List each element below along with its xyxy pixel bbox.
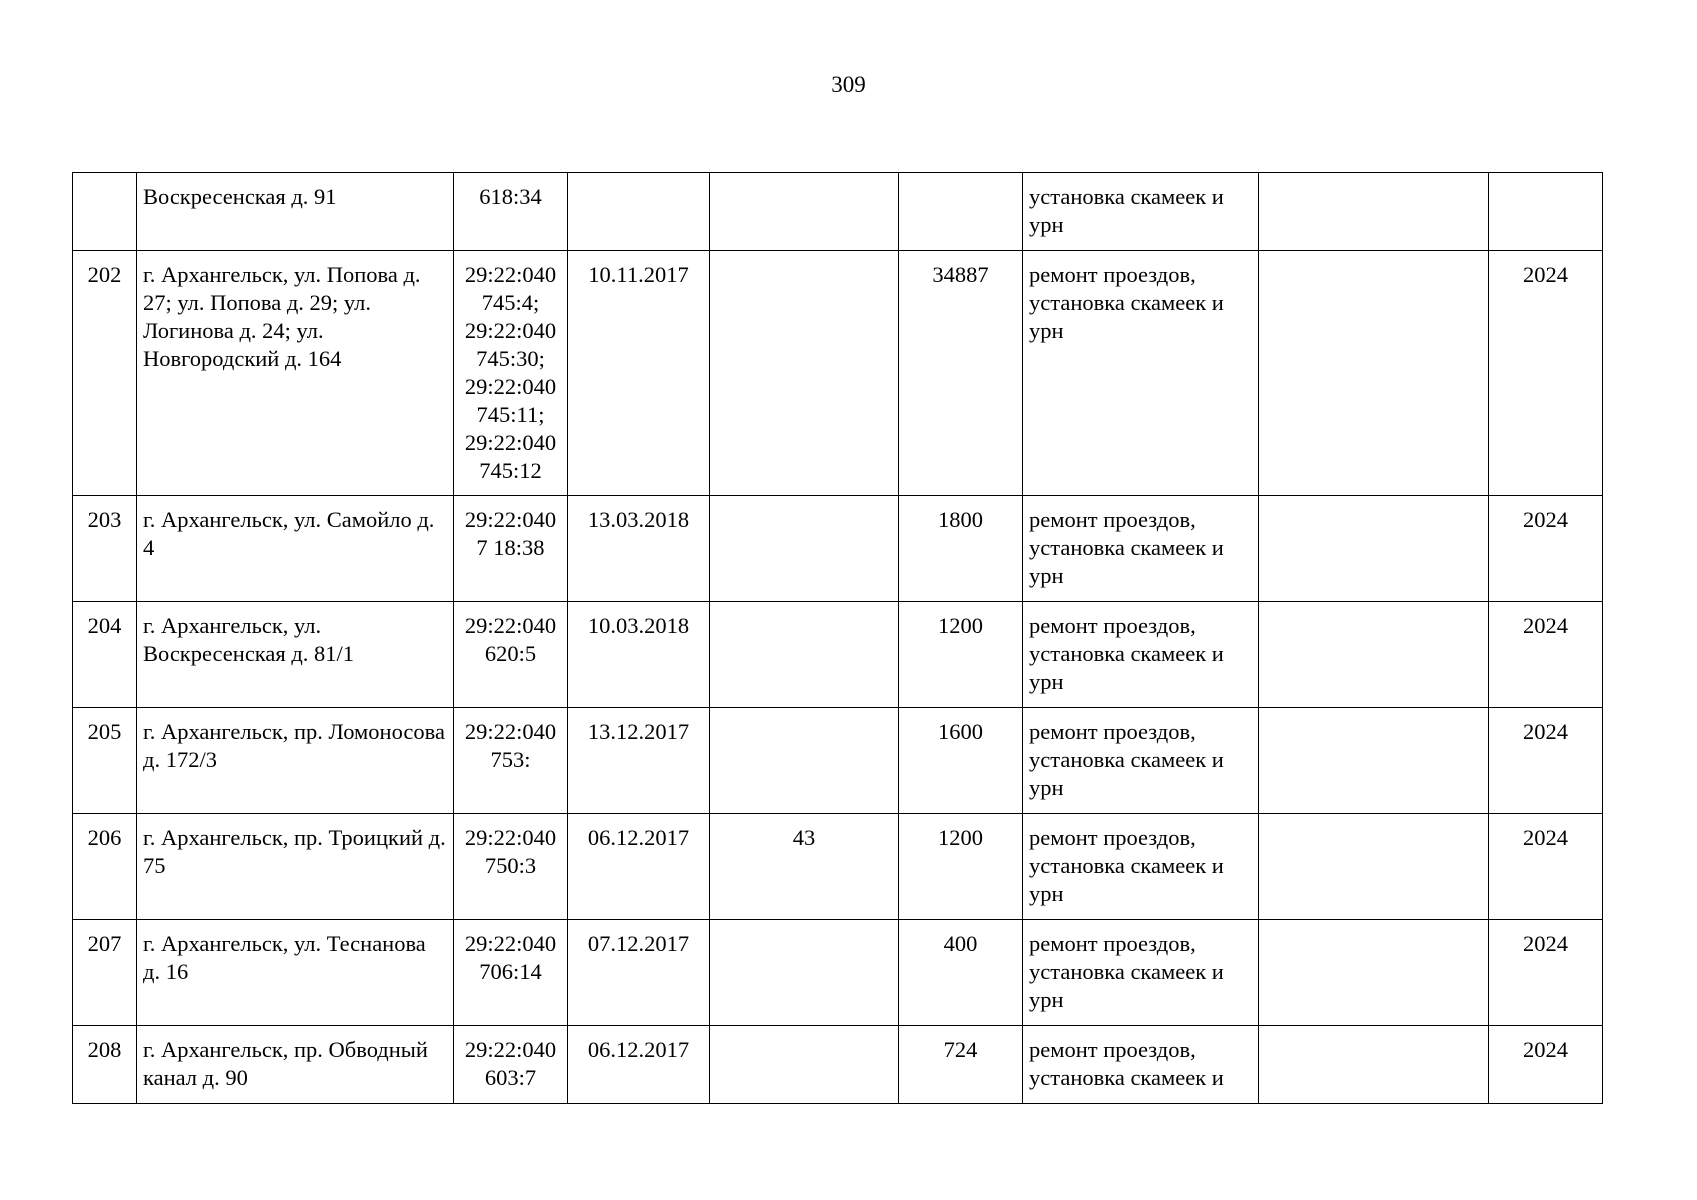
works-cell: ремонт проездов, установка скамеек и урн: [1023, 708, 1259, 814]
value-a-cell: [710, 173, 899, 251]
works-cell: установка скамеек и урн: [1023, 173, 1259, 251]
note-cell: [1259, 602, 1489, 708]
address-cell: Воскресенская д. 91: [137, 173, 454, 251]
note-cell: [1259, 173, 1489, 251]
row-number-cell: 207: [73, 920, 137, 1026]
value-b-cell: 1200: [899, 602, 1023, 708]
cadastral-number-cell: 29:22:040 706:14: [454, 920, 568, 1026]
note-cell: [1259, 496, 1489, 602]
note-cell: [1259, 708, 1489, 814]
address-cell: г. Архангельск, пр. Обводный канал д. 90: [137, 1026, 454, 1104]
table-row: [73, 251, 1603, 496]
year-cell: 2024: [1489, 251, 1603, 496]
table-row: [73, 814, 1603, 920]
table-row: [73, 602, 1603, 708]
address-cell: г. Архангельск, ул. Воскресенская д. 81/1: [137, 602, 454, 708]
table-row: [73, 708, 1603, 814]
cadastral-number-cell: 29:22:040 7 18:38: [454, 496, 568, 602]
year-cell: 2024: [1489, 920, 1603, 1026]
table-row: [73, 496, 1603, 602]
row-number-cell: 203: [73, 496, 137, 602]
address-cell: г. Архангельск, пр. Троицкий д. 75: [137, 814, 454, 920]
year-cell: 2024: [1489, 496, 1603, 602]
value-a-cell: 43: [710, 814, 899, 920]
date-cell: 10.11.2017: [568, 251, 710, 496]
date-cell: 06.12.2017: [568, 814, 710, 920]
row-number-cell: 206: [73, 814, 137, 920]
cadastral-number-cell: 29:22:040 753:: [454, 708, 568, 814]
note-cell: [1259, 251, 1489, 496]
works-cell: ремонт проездов, установка скамеек и урн: [1023, 602, 1259, 708]
row-number-cell: 202: [73, 251, 137, 496]
table-row: [73, 920, 1603, 1026]
date-cell: 07.12.2017: [568, 920, 710, 1026]
table-row: [73, 173, 1603, 251]
value-a-cell: [710, 496, 899, 602]
works-cell: ремонт проездов, установка скамеек и: [1023, 1026, 1259, 1104]
cadastral-number-cell: 29:22:040 620:5: [454, 602, 568, 708]
value-b-cell: 1600: [899, 708, 1023, 814]
value-b-cell: [899, 173, 1023, 251]
works-cell: ремонт проездов, установка скамеек и урн: [1023, 496, 1259, 602]
date-cell: [568, 173, 710, 251]
year-cell: [1489, 173, 1603, 251]
page-number: 309: [831, 72, 866, 97]
year-cell: 2024: [1489, 1026, 1603, 1104]
value-b-cell: 400: [899, 920, 1023, 1026]
date-cell: 13.03.2018: [568, 496, 710, 602]
address-cell: г. Архангельск, ул. Попова д. 27; ул. Попова д. 29; ул. Логинова д. 24; ул. Новгородский д. 164: [137, 251, 454, 496]
table-row: [73, 1026, 1603, 1104]
row-number-cell: 205: [73, 708, 137, 814]
cadastral-number-cell: 618:34: [454, 173, 568, 251]
cadastral-number-cell: 29:22:040 745:4; 29:22:040 745:30; 29:22:040 745:11; 29:22:040 745:12: [454, 251, 568, 496]
row-number-cell: [73, 173, 137, 251]
value-b-cell: 1800: [899, 496, 1023, 602]
note-cell: [1259, 814, 1489, 920]
year-cell: 2024: [1489, 708, 1603, 814]
note-cell: [1259, 1026, 1489, 1104]
address-cell: г. Архангельск, ул. Теснанова д. 16: [137, 920, 454, 1026]
value-a-cell: [710, 708, 899, 814]
date-cell: 06.12.2017: [568, 1026, 710, 1104]
year-cell: 2024: [1489, 602, 1603, 708]
value-a-cell: [710, 1026, 899, 1104]
cadastral-number-cell: 29:22:040 603:7: [454, 1026, 568, 1104]
date-cell: 10.03.2018: [568, 602, 710, 708]
cadastral-number-cell: 29:22:040 750:3: [454, 814, 568, 920]
value-a-cell: [710, 251, 899, 496]
date-cell: 13.12.2017: [568, 708, 710, 814]
works-cell: ремонт проездов, установка скамеек и урн: [1023, 920, 1259, 1026]
value-b-cell: 1200: [899, 814, 1023, 920]
row-number-cell: 204: [73, 602, 137, 708]
value-a-cell: [710, 920, 899, 1026]
year-cell: 2024: [1489, 814, 1603, 920]
value-b-cell: 724: [899, 1026, 1023, 1104]
value-b-cell: 34887: [899, 251, 1023, 496]
note-cell: [1259, 920, 1489, 1026]
row-number-cell: 208: [73, 1026, 137, 1104]
value-a-cell: [710, 602, 899, 708]
address-cell: г. Архангельск, ул. Самойло д. 4: [137, 496, 454, 602]
register-table: [72, 172, 1603, 1104]
works-cell: ремонт проездов, установка скамеек и урн: [1023, 251, 1259, 496]
address-cell: г. Архангельск, пр. Ломоносова д. 172/3: [137, 708, 454, 814]
works-cell: ремонт проездов, установка скамеек и урн: [1023, 814, 1259, 920]
